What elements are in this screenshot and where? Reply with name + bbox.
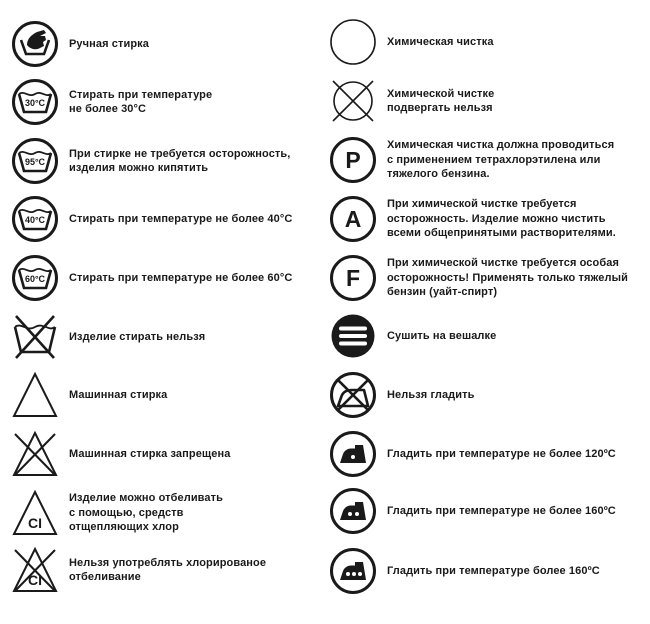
symbol-row xyxy=(0,545,320,595)
wash-temperature: 60°C xyxy=(24,274,46,284)
symbol-label: Сушить на вешалке xyxy=(387,329,497,342)
symbol-row xyxy=(0,19,320,69)
symbol-row xyxy=(320,17,650,67)
symbol-label: Стирать при температуре не более 40°С xyxy=(69,212,293,225)
symbol-label: Нельзя употреблять хлорированое отбеливание xyxy=(69,556,267,583)
symbol-row xyxy=(320,370,650,420)
symbol-label: Химическая чистка должна проводиться с применением тетрахлорэтилена или тяжелого бензина. xyxy=(387,139,615,181)
solvent-letter: F xyxy=(345,265,361,291)
symbol-label: Гладить при температуре более 160ºС xyxy=(387,564,600,577)
symbol-row xyxy=(320,429,650,479)
bleach-allowed-icon xyxy=(10,488,60,538)
no-dry-clean-icon xyxy=(328,76,378,126)
symbol-label: Ручная стирка xyxy=(69,37,149,50)
no-iron-icon xyxy=(328,370,378,420)
symbol-label: Нельзя гладить xyxy=(387,388,475,401)
iron-120-icon xyxy=(328,429,378,479)
symbol-label: Машинная стирка xyxy=(69,388,168,401)
wash-30-icon xyxy=(10,77,60,127)
no-chlorine-bleach-icon xyxy=(10,545,60,595)
symbol-row xyxy=(0,253,320,303)
symbol-row xyxy=(320,253,650,303)
symbol-row xyxy=(320,194,650,244)
wash-temperature: 95°C xyxy=(24,157,46,167)
machine-wash-icon xyxy=(10,370,60,420)
iron-160-icon xyxy=(328,486,378,536)
wash-60-icon xyxy=(10,253,60,303)
no-machine-wash-icon xyxy=(10,429,60,479)
solvent-letter: P xyxy=(345,147,361,173)
dry-clean-a-icon xyxy=(328,194,378,244)
symbol-row xyxy=(320,76,650,126)
symbol-label: Химической чистке подвергать нельзя xyxy=(387,87,495,114)
wash-temperature: 30°C xyxy=(24,98,46,108)
symbol-label: Гладить при температуре не более 120ºС xyxy=(387,447,616,460)
dry-clean-icon xyxy=(328,17,378,67)
hand-wash-icon xyxy=(10,19,60,69)
dry-clean-p-icon xyxy=(328,135,378,185)
symbol-row xyxy=(320,546,650,596)
symbol-row xyxy=(320,486,650,536)
solvent-letter: A xyxy=(344,206,362,232)
symbol-label: Гладить при температуре не более 160ºС xyxy=(387,504,616,517)
wash-95-icon xyxy=(10,136,60,186)
symbol-row xyxy=(0,136,320,186)
symbol-label: При химической чистке требуется особая осторожность! Применять только тяжелый бензин (уайт-спирт) xyxy=(387,257,628,299)
symbol-label: Изделие стирать нельзя xyxy=(69,330,206,343)
symbol-row xyxy=(320,311,650,361)
symbol-row xyxy=(0,194,320,244)
symbol-row xyxy=(0,429,320,479)
do-not-wash-icon xyxy=(10,312,60,362)
symbol-label: При химической чистке требуется осторожность. Изделие можно чистить всеми общепринятыми растворителями. xyxy=(387,198,616,240)
symbol-label: При стирке не требуется осторожность, изделия можно кипятить xyxy=(69,147,291,174)
chlorine-mark: CI xyxy=(28,515,42,531)
dry-clean-f-icon xyxy=(328,253,378,303)
symbol-label: Стирать при температуре не более 30°С xyxy=(69,88,213,115)
symbol-row xyxy=(0,312,320,362)
symbol-row xyxy=(320,135,650,185)
symbol-row xyxy=(0,370,320,420)
symbol-label: Машинная стирка запрещена xyxy=(69,447,231,460)
symbol-label: Стирать при температуре не более 60°С xyxy=(69,271,293,284)
symbol-row xyxy=(0,488,320,538)
wash-40-icon xyxy=(10,194,60,244)
wash-temperature: 40°C xyxy=(24,215,46,225)
chlorine-mark: CI xyxy=(28,572,42,588)
hang-dry-icon xyxy=(328,311,378,361)
symbol-row xyxy=(0,77,320,127)
symbol-label: Изделие можно отбеливать с помощью, средств отщепляющих хлор xyxy=(69,492,223,534)
iron-160-hot-icon xyxy=(328,546,378,596)
symbol-label: Химическая чистка xyxy=(387,35,494,48)
